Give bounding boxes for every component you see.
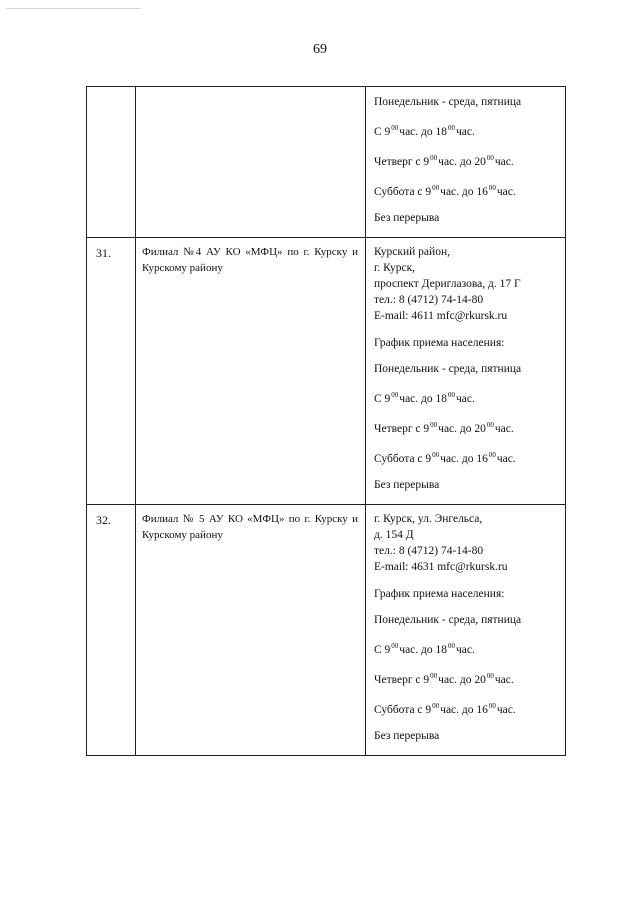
address-line: проспект Дериглазова, д. 17 Г (374, 278, 521, 290)
branch-name-cell (136, 238, 366, 505)
schedule-text: Без перерыва (374, 212, 440, 224)
time-superscript: 00 (488, 702, 496, 710)
schedule-line (374, 175, 561, 205)
schedule-text: Суббота с 9 (374, 453, 432, 465)
schedule-title: График приема населения: (374, 588, 505, 600)
branches-table (86, 86, 566, 756)
schedule-text: Четверг с 9 (374, 674, 430, 686)
schedule-text: Суббота с 9 (374, 704, 432, 716)
branch-name: Филиал №4 АУ КО «МФЦ» по г. Курску и Курскому району (142, 246, 358, 274)
schedule-text: час. до 16 (440, 453, 488, 465)
time-superscript: 00 (432, 702, 440, 710)
time-superscript: 00 (432, 451, 440, 459)
schedule-title: График приема населения: (374, 337, 505, 349)
time-superscript: 00 (486, 421, 494, 429)
address-line: г. Курск, ул. Энгельса, (374, 513, 483, 525)
time-superscript: 00 (391, 391, 399, 399)
branch-name-cell (136, 505, 366, 756)
schedule-text: час. (456, 393, 475, 405)
time-superscript: 00 (448, 391, 456, 399)
row-number-cell (87, 87, 136, 238)
schedule-line (374, 382, 561, 412)
time-superscript: 00 (432, 184, 440, 192)
address-line: E-mail: 4611 mfc@rkursk.ru (374, 310, 508, 322)
schedule-text: Суббота с 9 (374, 186, 432, 198)
branch-info-cell (366, 505, 566, 756)
address-line: д. 154 Д (374, 529, 414, 541)
time-superscript: 00 (430, 154, 438, 162)
schedule-text: С 9 (374, 126, 391, 138)
time-superscript: 00 (486, 154, 494, 162)
schedule-line (374, 442, 561, 472)
schedule-line (374, 115, 561, 145)
schedule-text: Без перерыва (374, 730, 440, 742)
time-superscript: 00 (391, 642, 399, 650)
branch-name: Филиал № 5 АУ КО «МФЦ» по г. Курску и Курскому району (142, 513, 358, 541)
schedule-text: час. до 18 (399, 126, 448, 138)
schedule-line (374, 356, 561, 382)
row-number: 32. (96, 513, 111, 527)
address-line: E-mail: 4631 mfc@rkursk.ru (374, 561, 508, 573)
address-line: г. Курск, (374, 262, 416, 274)
top-rule (6, 8, 141, 9)
schedule-line (374, 693, 561, 723)
schedule-text: час. (496, 704, 516, 716)
time-superscript: 00 (448, 642, 456, 650)
schedule-text: Понедельник - среда, пятница (374, 614, 522, 626)
schedule-line (374, 412, 561, 442)
schedule-text: С 9 (374, 393, 391, 405)
schedule-line (374, 607, 561, 633)
address-line: тел.: 8 (4712) 74-14-80 (374, 545, 484, 557)
schedule-text: час. до 20 (438, 156, 486, 168)
row-number (87, 87, 135, 95)
schedule-line (374, 663, 561, 693)
schedule-text: час. (494, 156, 514, 168)
schedule-line (374, 633, 561, 663)
address-line: тел.: 8 (4712) 74-14-80 (374, 294, 484, 306)
schedule-text: час. до 18 (399, 644, 448, 656)
schedule-text: Понедельник - среда, пятница (374, 96, 522, 108)
time-superscript: 00 (448, 124, 456, 132)
schedule-line (374, 723, 561, 749)
branch-name (136, 87, 365, 93)
time-superscript: 00 (486, 672, 494, 680)
schedule-text: Без перерыва (374, 479, 440, 491)
time-superscript: 00 (488, 451, 496, 459)
time-superscript: 00 (430, 672, 438, 680)
time-superscript: 00 (488, 184, 496, 192)
table-row (87, 238, 566, 505)
schedule-text: час. до 16 (440, 704, 488, 716)
schedule-text: Понедельник - среда, пятница (374, 363, 522, 375)
branch-info-cell (366, 87, 566, 238)
schedule-text: час. (496, 186, 516, 198)
schedule-text: час. (494, 423, 514, 435)
schedule-text: час. до 20 (438, 674, 486, 686)
schedule-text: час. до 20 (438, 423, 486, 435)
address-block (374, 240, 561, 324)
row-number-cell (87, 505, 136, 756)
table-row (87, 87, 566, 238)
schedule-line (374, 472, 561, 498)
row-number: 31. (96, 246, 111, 260)
schedule-text: час. до 16 (440, 186, 488, 198)
schedule-line (374, 145, 561, 175)
branch-info-cell (366, 238, 566, 505)
branch-name-cell (136, 87, 366, 238)
schedule-text: час. до 18 (399, 393, 448, 405)
page-number: 69 (313, 42, 327, 57)
table-row (87, 505, 566, 756)
schedule-text: час. (494, 674, 514, 686)
schedule-text: час. (456, 644, 475, 656)
time-superscript: 00 (391, 124, 399, 132)
schedule-text: С 9 (374, 644, 391, 656)
schedule-text: Четверг с 9 (374, 423, 430, 435)
row-number-cell (87, 238, 136, 505)
schedule-text: час. (496, 453, 516, 465)
time-superscript: 00 (430, 421, 438, 429)
address-line: Курский район, (374, 246, 450, 258)
address-block (374, 507, 561, 575)
schedule-text: час. (456, 126, 475, 138)
schedule-line (374, 89, 561, 115)
schedule-line (374, 205, 561, 231)
schedule-text: Четверг с 9 (374, 156, 430, 168)
